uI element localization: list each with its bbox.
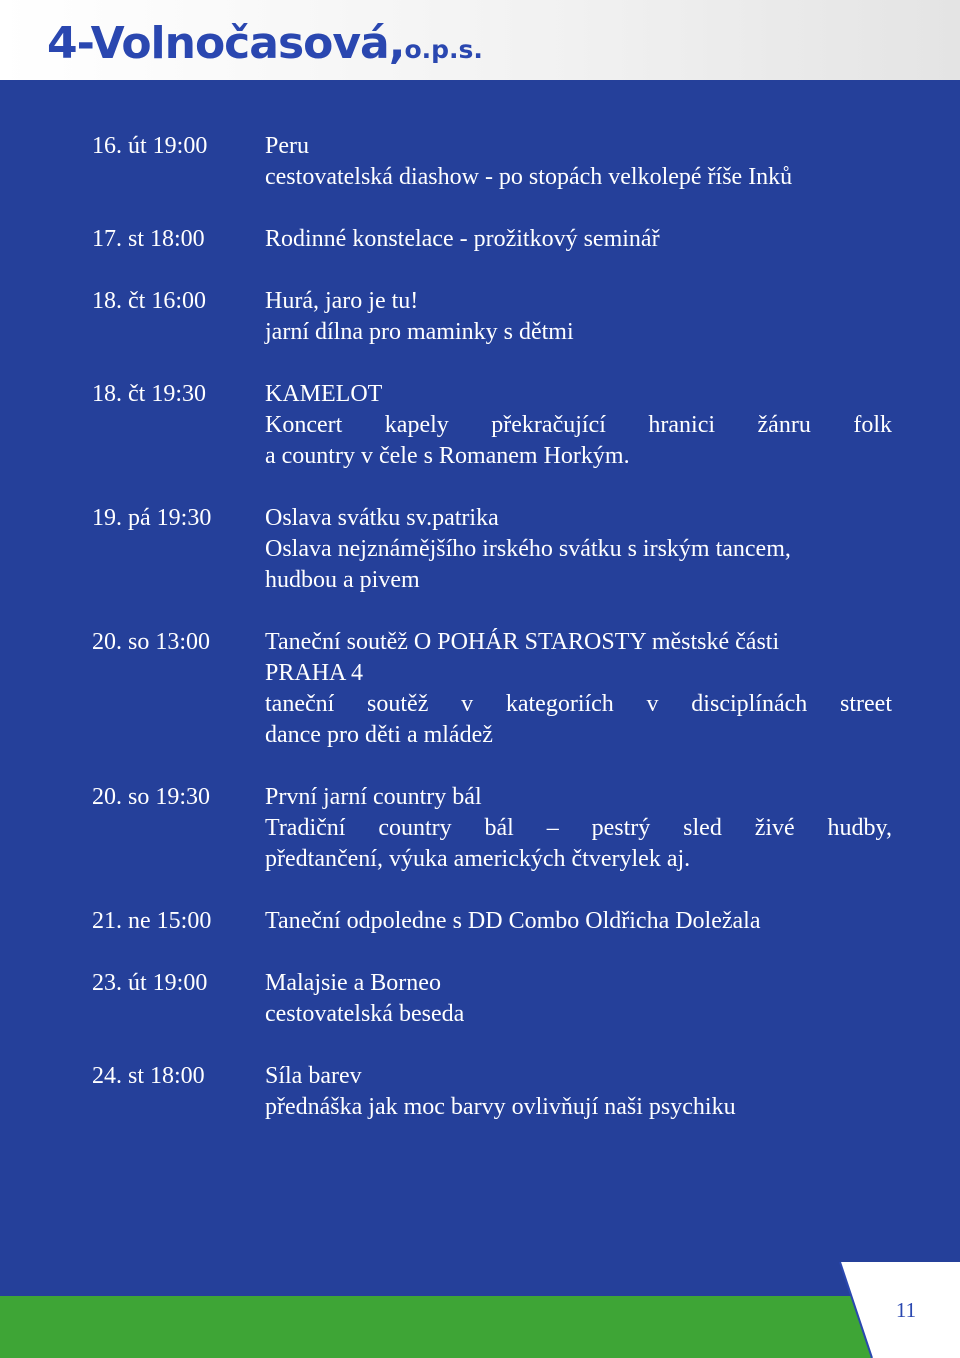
event-description (265, 627, 892, 751)
event-detail-line: předtančení, výuka amerických čtverylek aj. (265, 846, 691, 872)
page-header (0, 0, 960, 80)
event-detail-line: PRAHA 4 (265, 660, 364, 686)
event-title: Rodinné konstelace - prožitkový seminář (265, 226, 660, 252)
event-datetime: 20. so 13:00 (92, 629, 211, 655)
event-detail-line: Oslava nejznámějšího irského svátku s irským tancem, (265, 536, 791, 562)
event-title: Peru (265, 133, 309, 159)
event-datetime: 17. st 18:00 (92, 226, 205, 252)
event-datetime: 21. ne 15:00 (92, 908, 212, 934)
event-row (92, 131, 892, 193)
event-row (92, 782, 892, 875)
event-row (92, 224, 892, 255)
event-detail-line: hudbou a pivem (265, 567, 420, 593)
event-description (265, 286, 892, 348)
event-detail-line: jarní dílna pro maminky s dětmi (265, 319, 574, 345)
event-schedule (92, 131, 892, 1154)
event-title: Hurá, jaro je tu! (265, 288, 419, 314)
event-row (92, 968, 892, 1030)
event-datetime: 18. čt 16:00 (92, 288, 206, 314)
event-row (92, 286, 892, 348)
event-title: Taneční soutěž O POHÁR STAROSTY městské části (265, 629, 780, 655)
logo-main-text: 4-Volnočasová, (47, 18, 405, 69)
event-title: První jarní country bál (265, 784, 482, 810)
event-datetime: 20. so 19:30 (92, 784, 211, 810)
event-row (92, 503, 892, 596)
event-datetime: 16. út 19:00 (92, 133, 208, 159)
event-title: Malajsie a Borneo (265, 970, 441, 996)
event-row (92, 379, 892, 472)
event-description (265, 503, 892, 596)
event-datetime: 18. čt 19:30 (92, 381, 206, 407)
event-detail-line: Koncert kapely překračující hranici žánru folk (265, 412, 892, 438)
event-row (92, 906, 892, 937)
event-datetime: 19. pá 19:30 (92, 505, 212, 531)
event-detail-line: cestovatelská beseda (265, 1001, 465, 1027)
event-detail-line: taneční soutěž v kategoriích v disciplínách street (265, 691, 892, 717)
event-detail-line: Tradiční country bál – pestrý sled živé hudby, (265, 815, 892, 841)
page-number: 11 (895, 1298, 917, 1322)
event-detail-line: přednáška jak moc barvy ovlivňují naši psychiku (265, 1094, 736, 1120)
event-title: Síla barev (265, 1063, 362, 1089)
event-description (265, 131, 892, 193)
event-title: Oslava svátku sv.patrika (265, 505, 499, 531)
event-title: KAMELOT (265, 381, 383, 407)
event-detail-line: a country v čele s Romanem Horkým. (265, 443, 630, 469)
event-description (265, 379, 892, 472)
event-description (265, 968, 892, 1030)
event-description (265, 1061, 892, 1123)
event-detail-line: dance pro děti a mládež (265, 722, 493, 748)
event-description (265, 906, 892, 937)
event-title: Taneční odpoledne s DD Combo Oldřicha Doležala (265, 908, 761, 934)
event-description (265, 782, 892, 875)
organization-logo (47, 14, 483, 80)
event-datetime: 24. st 18:00 (92, 1063, 205, 1089)
event-row (92, 1061, 892, 1123)
event-row (92, 627, 892, 751)
event-description (265, 224, 892, 255)
event-datetime: 23. út 19:00 (92, 970, 208, 996)
event-detail-line: cestovatelská diashow - po stopách velkolepé říše Inků (265, 164, 793, 190)
footer-bar (0, 1296, 960, 1358)
logo-suffix-text: o.p.s. (404, 35, 483, 64)
